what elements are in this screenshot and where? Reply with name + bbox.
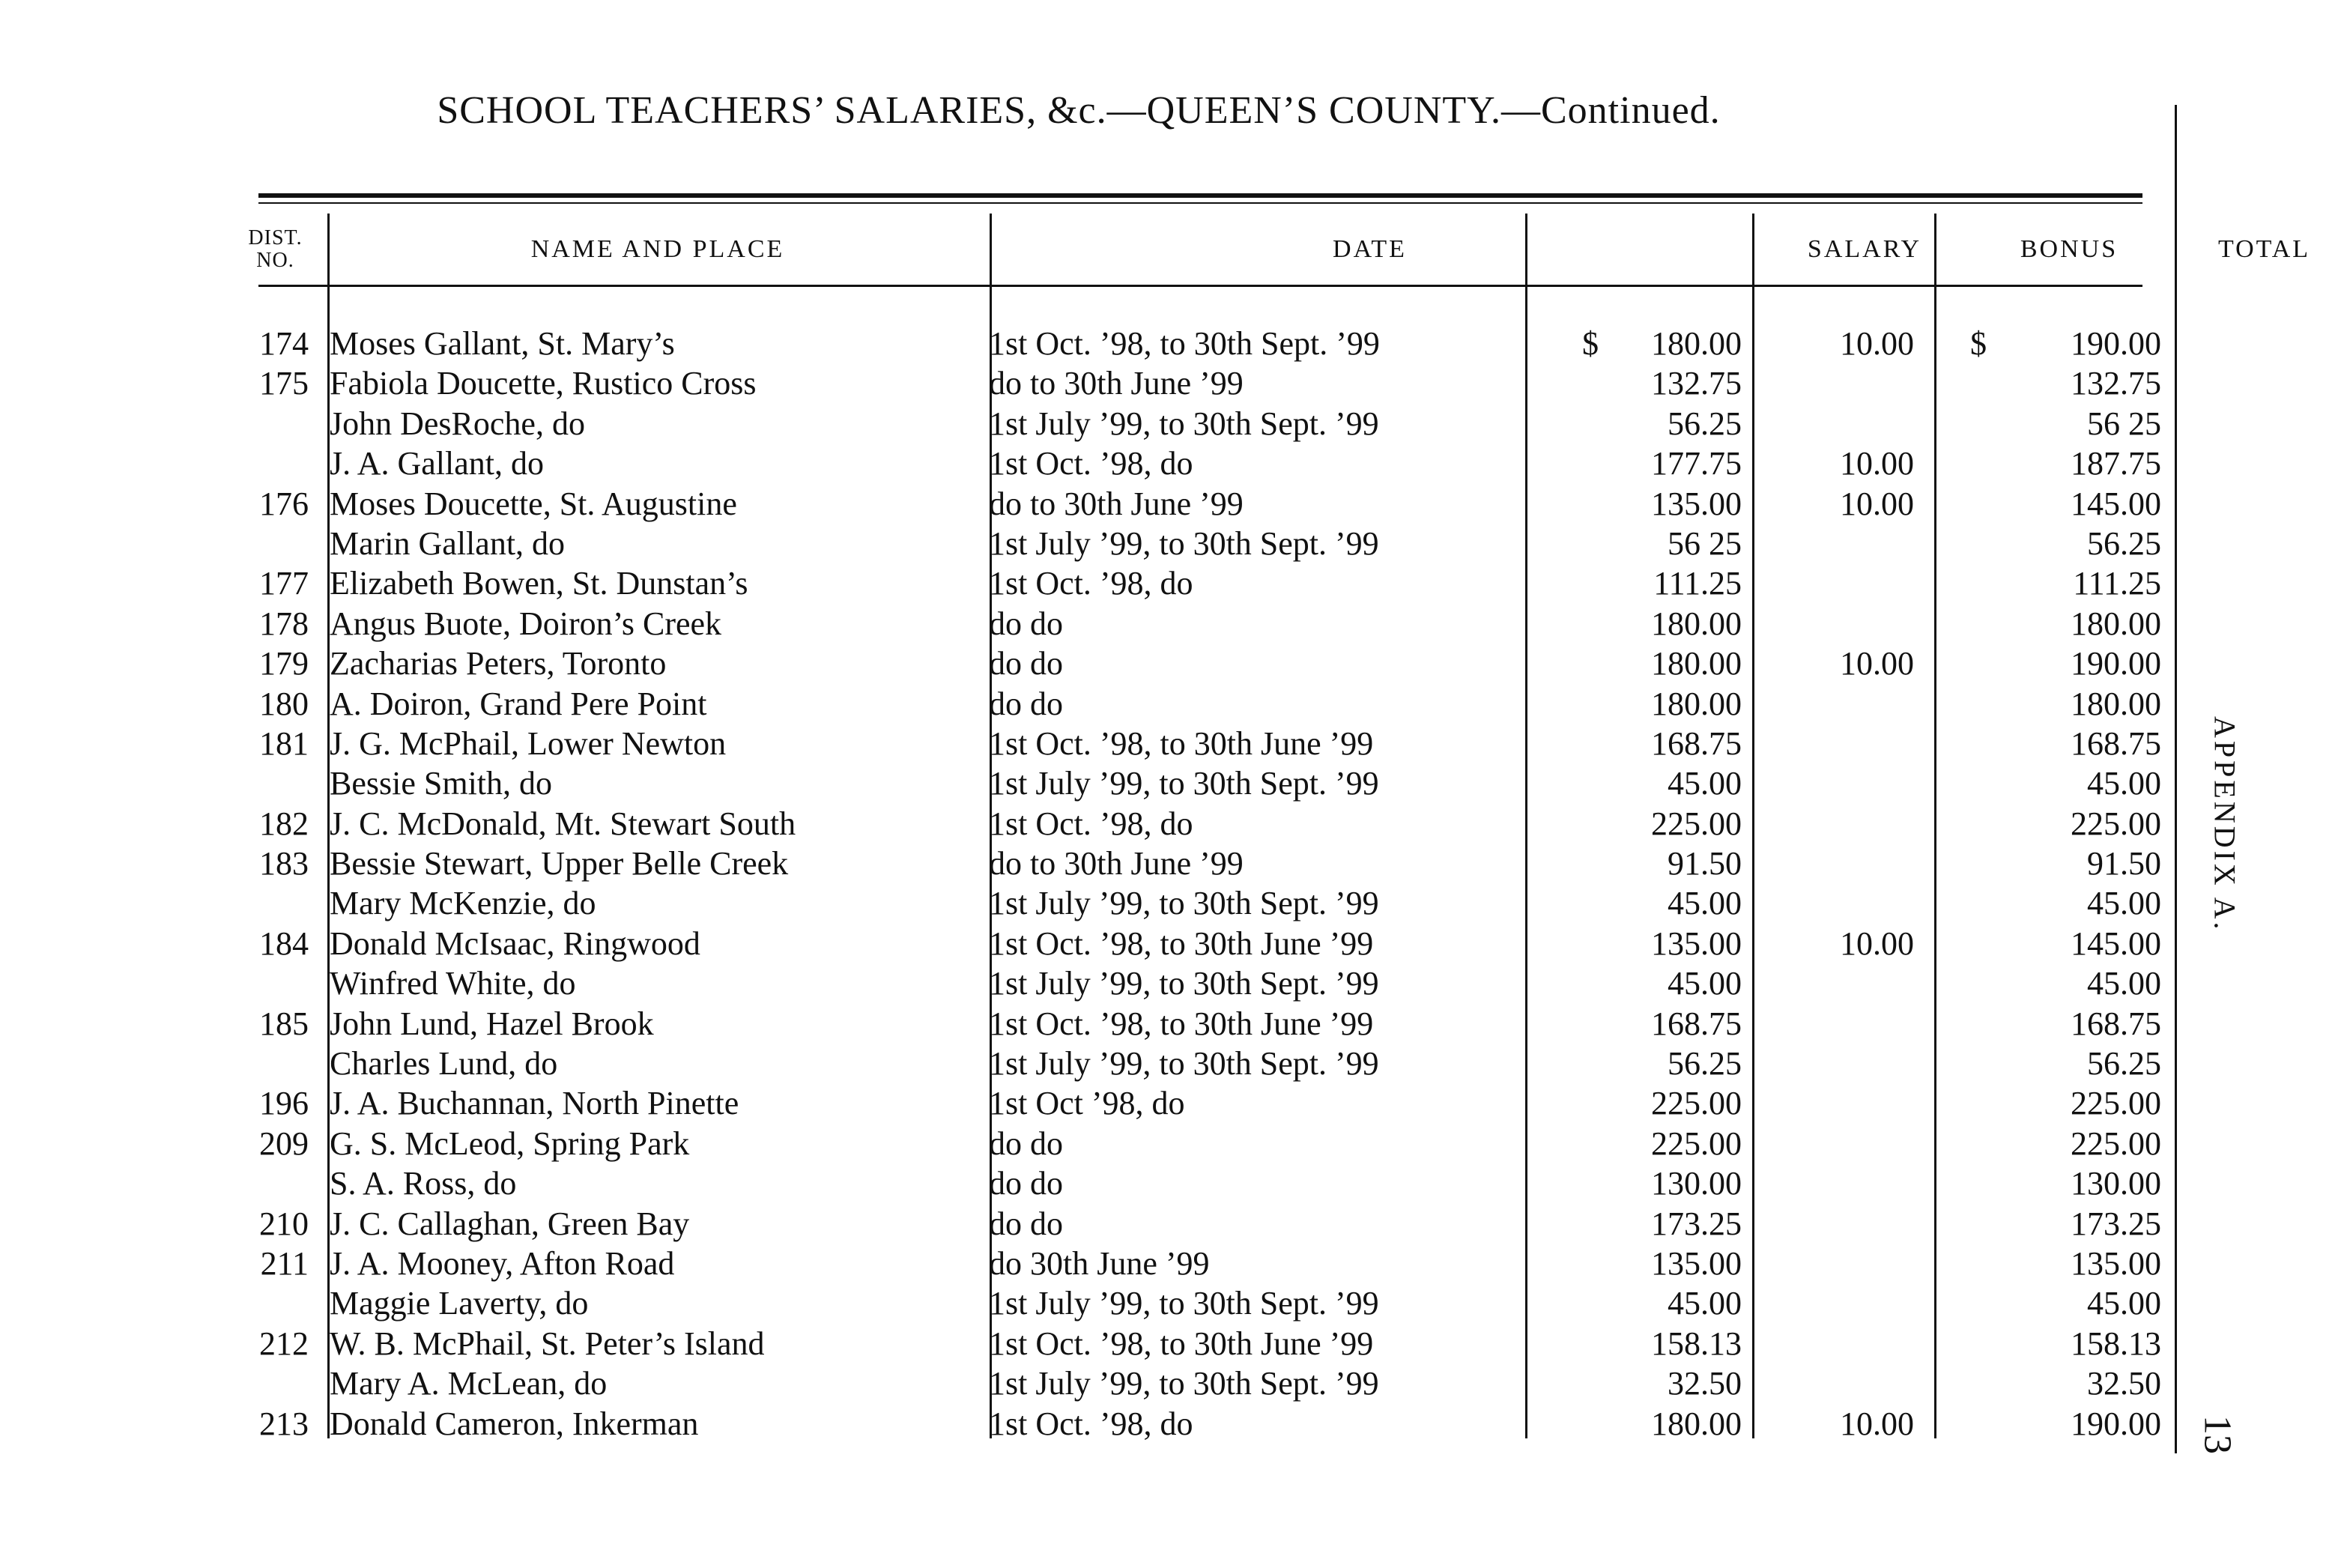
table-row [225, 1363, 2161, 1403]
total-cell: 190.00 [2071, 1405, 2161, 1442]
total-cell: 187.75 [2071, 445, 2161, 482]
total-cell: 168.75 [2071, 724, 2161, 762]
total-cell: 56.25 [2087, 1045, 2161, 1083]
dist-cell: 183 [259, 845, 309, 883]
date-cell: 1st July ’99, to 30th Sept. ’99 [989, 885, 1379, 922]
table-row [225, 1044, 2161, 1083]
total-cell: 45.00 [2087, 885, 2161, 922]
salary-cell: 180.00 [1651, 1405, 1742, 1442]
date-cell: 1st Oct. ’98, do [989, 805, 1193, 842]
table-row [225, 524, 2161, 563]
date-cell: 1st Oct. ’98, do [989, 445, 1193, 482]
salary-cell: 177.75 [1651, 445, 1742, 482]
name-cell: Angus Buote, Doiron’s Creek [330, 605, 722, 642]
total-cell: 130.00 [2071, 1165, 2161, 1202]
name-cell: Bessie Stewart, Upper Belle Creek [330, 845, 789, 883]
dist-cell: 182 [259, 805, 309, 842]
bonus-cell: 10.00 [1840, 485, 1914, 522]
bonus-cell: 10.00 [1840, 445, 1914, 482]
table-row [225, 604, 2161, 644]
table-row [225, 1283, 2161, 1323]
dist-cell: 180 [259, 685, 309, 722]
name-cell: J. C. Callaghan, Green Bay [330, 1205, 690, 1242]
header-dist-line2: NO. [256, 248, 294, 272]
total-cell: 145.00 [2071, 924, 2161, 962]
table-row [225, 324, 2161, 363]
salary-currency: $ [1582, 325, 1599, 362]
date-cell: do do [989, 685, 1063, 722]
salary-cell: 180.00 [1651, 605, 1742, 642]
table-row [225, 404, 2161, 444]
table-row [225, 644, 2161, 683]
date-cell: 1st Oct. ’98, do [989, 1405, 1193, 1442]
total-cell: 56 25 [2087, 405, 2161, 442]
salary-cell: 45.00 [1668, 965, 1742, 1002]
page-number: 13 [2196, 1415, 2239, 1454]
date-cell: do to 30th June ’99 [989, 845, 1244, 883]
date-cell: do do [989, 605, 1063, 642]
date-cell: do do [989, 645, 1063, 682]
salary-cell: 32.50 [1668, 1365, 1742, 1402]
dist-cell: 185 [259, 1005, 309, 1042]
date-cell: 1st Oct. ’98, to 30th June ’99 [989, 724, 1374, 762]
salary-cell: 135.00 [1651, 1244, 1742, 1282]
table-header [225, 214, 2311, 285]
salary-cell: 225.00 [1651, 805, 1742, 842]
name-cell: Bessie Smith, do [330, 765, 553, 802]
salary-cell: 45.00 [1668, 1285, 1742, 1322]
total-cell: 132.75 [2071, 365, 2161, 402]
total-cell: 225.00 [2071, 805, 2161, 842]
name-cell: Maggie Laverty, do [330, 1285, 589, 1322]
name-cell: Donald Cameron, Inkerman [330, 1405, 699, 1442]
total-cell: 180.00 [2071, 605, 2161, 642]
name-cell: Donald McIsaac, Ringwood [330, 924, 700, 962]
table-row [225, 963, 2161, 1003]
dist-cell: 181 [259, 724, 309, 762]
name-cell: Charles Lund, do [330, 1045, 558, 1083]
total-cell: 135.00 [2071, 1244, 2161, 1282]
dist-cell: 212 [259, 1325, 309, 1362]
table-row [225, 684, 2161, 724]
date-cell: 1st July ’99, to 30th Sept. ’99 [989, 765, 1379, 802]
table-row [225, 363, 2161, 403]
total-cell: 56.25 [2087, 524, 2161, 562]
salary-cell: 168.75 [1651, 724, 1742, 762]
dist-cell: 174 [259, 325, 309, 362]
date-cell: 1st Oct ’98, do [989, 1085, 1185, 1122]
table-row [225, 1244, 2161, 1283]
total-cell: 158.13 [2071, 1325, 2161, 1362]
table-row [225, 1124, 2161, 1163]
salary-cell: 135.00 [1651, 485, 1742, 522]
salary-cell: 45.00 [1668, 885, 1742, 922]
date-cell: do do [989, 1165, 1063, 1202]
total-cell: 91.50 [2087, 845, 2161, 883]
salary-cell: 158.13 [1651, 1325, 1742, 1362]
name-cell: Zacharias Peters, Toronto [330, 645, 667, 682]
dist-cell: 179 [259, 645, 309, 682]
salary-cell: 45.00 [1668, 765, 1742, 802]
dist-cell: 210 [259, 1205, 309, 1242]
page-title: SCHOOL TEACHERS’ SALARIES, &c.—QUEEN’S COUNTY.—Continued. [437, 89, 1721, 132]
salary-cell: 56.25 [1668, 1045, 1742, 1083]
date-cell: do to 30th June ’99 [989, 485, 1244, 522]
total-cell: 45.00 [2087, 765, 2161, 802]
salary-cell: 180.00 [1651, 645, 1742, 682]
salary-cell: 173.25 [1651, 1205, 1742, 1242]
total-cell: 173.25 [2071, 1205, 2161, 1242]
top-rule-thin [258, 202, 2142, 204]
total-cell: 168.75 [2071, 1005, 2161, 1042]
table-row [225, 1324, 2161, 1363]
name-cell: Fabiola Doucette, Rustico Cross [330, 365, 757, 402]
date-cell: 1st July ’99, to 30th Sept. ’99 [989, 524, 1379, 562]
salary-cell: 130.00 [1651, 1165, 1742, 1202]
salary-cell: 180.00 [1651, 325, 1742, 362]
date-cell: 1st Oct. ’98, to 30th June ’99 [989, 1005, 1374, 1042]
total-cell: 225.00 [2071, 1085, 2161, 1122]
name-cell: Mary McKenzie, do [330, 885, 596, 922]
header-total: TOTAL [2217, 234, 2311, 263]
date-cell: 1st July ’99, to 30th Sept. ’99 [989, 405, 1379, 442]
table-row [225, 444, 2161, 483]
table-row [225, 844, 2161, 883]
date-cell: 1st July ’99, to 30th Sept. ’99 [989, 1285, 1379, 1322]
date-cell: do do [989, 1205, 1063, 1242]
total-cell: 111.25 [2073, 565, 2161, 602]
name-cell: John DesRoche, do [330, 405, 585, 442]
date-cell: do do [989, 1124, 1063, 1162]
dist-cell: 184 [259, 924, 309, 962]
header-dist-line1: DIST. [248, 225, 303, 249]
header-rule [258, 285, 2142, 287]
dist-cell: 209 [259, 1124, 309, 1162]
name-cell: J. A. Gallant, do [330, 445, 544, 482]
salary-cell: 91.50 [1668, 845, 1742, 883]
salary-cell: 225.00 [1651, 1085, 1742, 1122]
date-cell: 1st July ’99, to 30th Sept. ’99 [989, 1045, 1379, 1083]
table-row [225, 724, 2161, 763]
salary-cell: 111.25 [1653, 565, 1742, 602]
name-cell: Moses Doucette, St. Augustine [330, 485, 737, 522]
salary-cell: 180.00 [1651, 685, 1742, 722]
table-row [225, 1004, 2161, 1044]
salary-cell: 168.75 [1651, 1005, 1742, 1042]
header-date: DATE [1333, 234, 1407, 263]
name-cell: Winfred White, do [330, 965, 576, 1002]
date-cell: do to 30th June ’99 [989, 365, 1244, 402]
salary-cell: 135.00 [1651, 924, 1742, 962]
dist-cell: 175 [259, 365, 309, 402]
date-cell: 1st Oct. ’98, to 30th June ’99 [989, 924, 1374, 962]
dist-cell: 213 [259, 1405, 309, 1442]
total-cell: 32.50 [2087, 1365, 2161, 1402]
bonus-cell: 10.00 [1840, 1405, 1914, 1442]
header-dist-no [225, 214, 326, 285]
dist-cell: 176 [259, 485, 309, 522]
dist-cell: 196 [259, 1085, 309, 1122]
table-body [225, 324, 2161, 1444]
salary-cell: 132.75 [1651, 365, 1742, 402]
table-row [225, 804, 2161, 844]
header-name-place: NAME AND PLACE [530, 234, 785, 263]
table-row [225, 563, 2161, 603]
date-cell: do 30th June ’99 [989, 1244, 1210, 1282]
dist-cell: 177 [259, 565, 309, 602]
name-cell: Moses Gallant, St. Mary’s [330, 325, 675, 362]
name-cell: J. G. McPhail, Lower Newton [330, 724, 727, 762]
date-cell: 1st Oct. ’98, do [989, 565, 1193, 602]
total-cell: 45.00 [2087, 1285, 2161, 1322]
total-cell: 225.00 [2071, 1124, 2161, 1162]
date-cell: 1st July ’99, to 30th Sept. ’99 [989, 965, 1379, 1002]
table-row [225, 1083, 2161, 1123]
name-cell: J. A. Buchannan, North Pinette [330, 1085, 739, 1122]
date-cell: 1st Oct. ’98, to 30th June ’99 [989, 1325, 1374, 1362]
bonus-cell: 10.00 [1840, 645, 1914, 682]
total-cell: 145.00 [2071, 485, 2161, 522]
total-cell: 180.00 [2071, 685, 2161, 722]
bonus-cell: 10.00 [1840, 924, 1914, 962]
total-cell: 190.00 [2071, 325, 2161, 362]
top-rule-thick [258, 193, 2142, 198]
dist-cell: 178 [259, 605, 309, 642]
name-cell: G. S. McLeod, Spring Park [330, 1124, 690, 1162]
salary-cell: 225.00 [1651, 1124, 1742, 1162]
name-cell: A. Doiron, Grand Pere Point [330, 685, 707, 722]
name-cell: Marin Gallant, do [330, 524, 566, 562]
table-row [225, 883, 2161, 923]
header-bonus: BONUS [2020, 234, 2119, 263]
table-row [225, 763, 2161, 803]
appendix-side-label: APPENDIX A. [2208, 715, 2242, 933]
table-row [225, 1204, 2161, 1244]
total-cell: 45.00 [2087, 965, 2161, 1002]
header-salary: SALARY [1807, 234, 1922, 263]
name-cell: Mary A. McLean, do [330, 1365, 608, 1402]
name-cell: Elizabeth Bowen, St. Dunstan’s [330, 565, 748, 602]
name-cell: W. B. McPhail, St. Peter’s Island [330, 1325, 765, 1362]
total-cell: 190.00 [2071, 645, 2161, 682]
date-cell: 1st Oct. ’98, to 30th Sept. ’99 [989, 325, 1380, 362]
total-currency: $ [1970, 325, 1987, 362]
table-row [225, 1404, 2161, 1444]
table-row [225, 1163, 2161, 1203]
dist-cell: 211 [260, 1244, 309, 1282]
page-margin-rule [2175, 105, 2177, 1453]
name-cell: J. C. McDonald, Mt. Stewart South [330, 805, 796, 842]
table-row [225, 924, 2161, 963]
date-cell: 1st July ’99, to 30th Sept. ’99 [989, 1365, 1379, 1402]
name-cell: J. A. Mooney, Afton Road [330, 1244, 675, 1282]
bonus-cell: 10.00 [1840, 325, 1914, 362]
name-cell: S. A. Ross, do [330, 1165, 517, 1202]
salary-cell: 56.25 [1668, 405, 1742, 442]
salary-cell: 56 25 [1668, 524, 1742, 562]
name-cell: John Lund, Hazel Brook [330, 1005, 654, 1042]
table-row [225, 484, 2161, 524]
